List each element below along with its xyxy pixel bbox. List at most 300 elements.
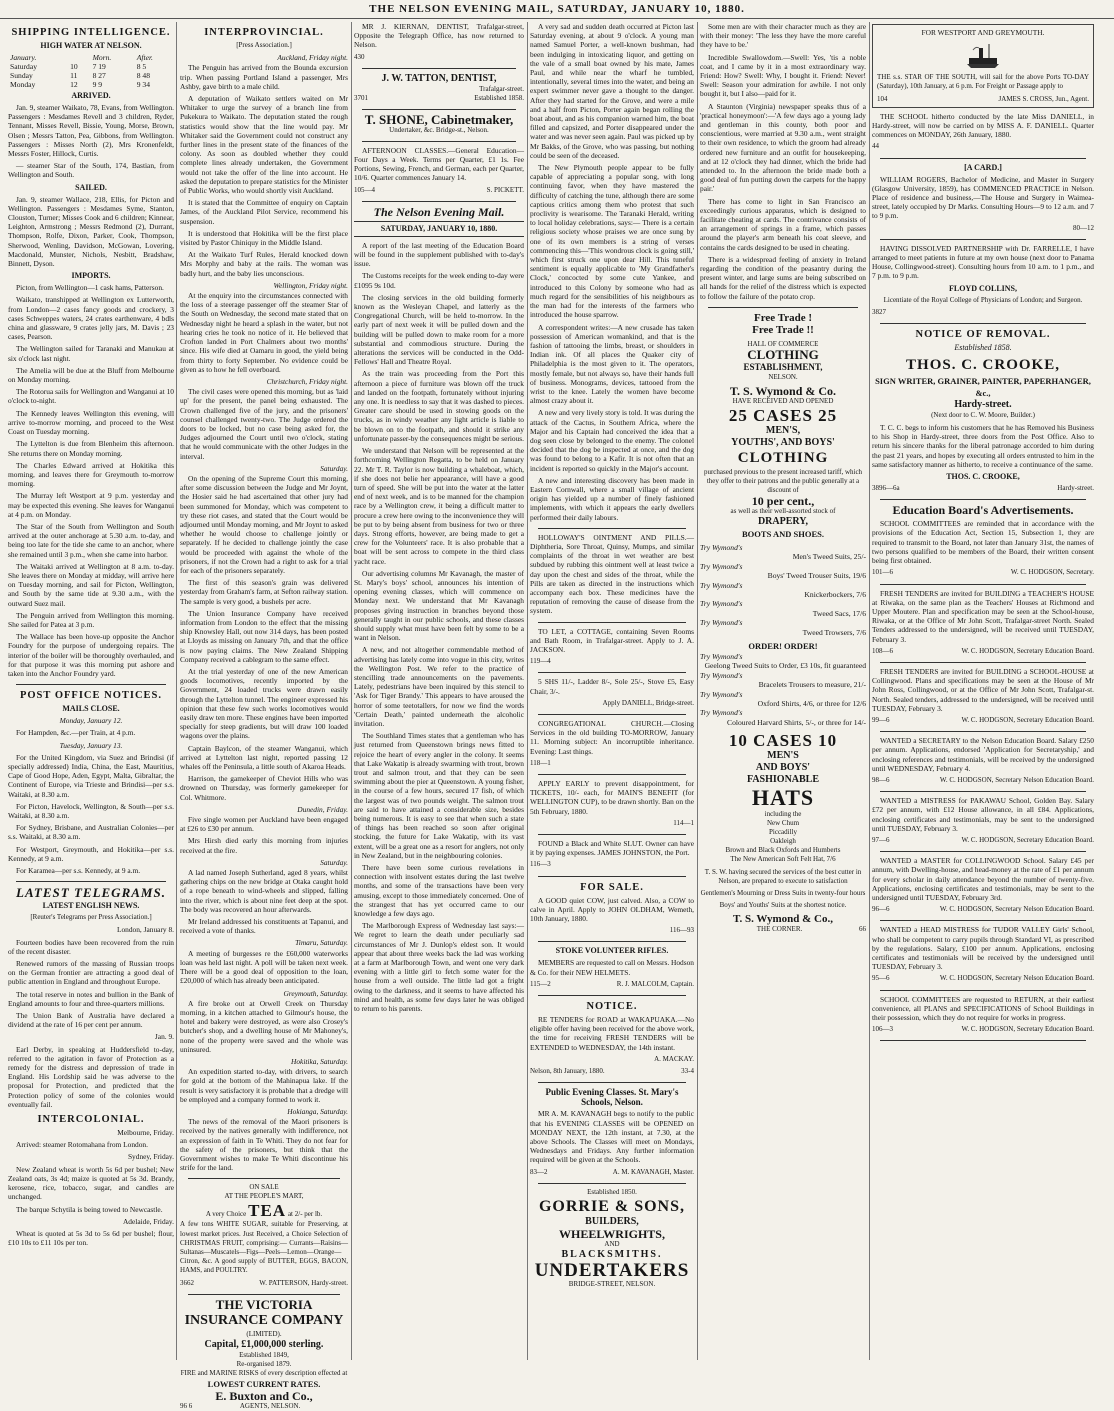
interprovincial-item: A fire broke out at Orwell Creek on Thursday morning, in a kitchen attached to Gilmour's house, the hotel and bakery were destroyed, as were also Crosey's butcher's shop, and a dwelling house of Mr Mahoney's, none of the property were saved and the whole was uninsured. bbox=[180, 998, 348, 1054]
tide-cell: 12 bbox=[70, 80, 78, 89]
gorrie-blacksmiths: BLACKSMITHS. bbox=[561, 1248, 663, 1260]
wymond-mens-2: MEN'S bbox=[767, 750, 799, 762]
interprovincial-item: The Union Insurance Company have received information from London to the effect that the missing ship Knowsley Hall, out now 314 days, has been posted at Lloyds as missing on January 7th, and that the office is now paying claims. The New Zealand Shipping Company received a cablegram to the same effect. bbox=[180, 608, 348, 664]
imports-heading: IMPORTS. bbox=[71, 271, 111, 281]
interprovincial-dateline: Saturday. bbox=[320, 857, 348, 867]
tide-heading: HIGH WATER AT NELSON. bbox=[40, 41, 142, 50]
board-notice-code: 106—3 bbox=[872, 1025, 893, 1034]
gorrie-wheelwrights: WHEELWRIGHTS, bbox=[559, 1226, 665, 1241]
product-desc: Oxford Shirts, 4/6, or three for 12/6 bbox=[757, 698, 866, 708]
post-item: For Hampden, &c.—per Train, at 4 p.m. bbox=[16, 728, 136, 738]
sailed-heading: SAILED. bbox=[75, 182, 107, 192]
board-notice-footer bbox=[872, 974, 1094, 983]
interprovincial-item: A lad named Joseph Sutherland, aged 8 years, whilst gathering chips on the new bridge at Otaka caught hold of a rope beneath to wind-wheels and slipped, falling into the river, which is about nine feet deep at the spot. The body was recovered an hour afterwards. bbox=[180, 868, 348, 914]
to-let-advert: TO LET, a COTTAGE, containing Seven Rooms and Bath Room, in Trafalgar-street. Apply to J. A. JACKSON. bbox=[530, 626, 694, 654]
product-desc: Men's Tweed Suits, 25/- bbox=[792, 552, 866, 562]
product-name: Try Wymond's bbox=[700, 599, 743, 609]
hat-style: Brown and Black Oxfords and Humberts bbox=[725, 846, 841, 855]
school-advert: THE SCHOOL hitherto conducted by the late Miss DANIELL, in Hardy-street, will now be carried on by MISS A. F. DANIELL. Quarter commences on MONDAY, 26th January, 1880. bbox=[872, 111, 1094, 140]
divider bbox=[880, 851, 1086, 852]
evening-classes-code: 83—2 bbox=[530, 1167, 548, 1176]
wymond-town: NELSON. bbox=[768, 372, 798, 381]
shone-name: T. SHONE, Cabinetmaker, bbox=[364, 111, 514, 127]
clothing-establishment: ESTABLISHMENT, bbox=[743, 361, 823, 372]
board-notice-signature: W. C. HODGSON, Secretary Nelson Education Board. bbox=[939, 905, 1094, 914]
tide-cell: 8 5 bbox=[136, 62, 147, 71]
classes-signature: S. PICKETT. bbox=[486, 185, 524, 194]
product-name: Try Wymond's bbox=[700, 670, 743, 680]
column-rule bbox=[351, 22, 352, 1360]
tide-cell: 7 19 bbox=[92, 62, 106, 71]
post-item: For Karamea—per s.s. Kennedy, at 9 a.m. bbox=[16, 866, 141, 876]
victoria-capital: Capital, £1,000,000 sterling. bbox=[204, 1338, 324, 1350]
divider bbox=[880, 323, 1086, 324]
arrived-text-2: — steamer Star of the South, 174, Bastian, from Wellington and South. bbox=[8, 161, 174, 180]
shipping-heading: SHIPPING INTELLIGENCE. bbox=[11, 27, 171, 38]
tide-cell: Monday bbox=[10, 80, 36, 89]
interprovincial-heading: INTERPROVINCIAL. bbox=[204, 27, 324, 38]
column-rule bbox=[176, 22, 177, 1360]
interprovincial-item: A meeting of burgesses re the £60,000 waterworks loan was held last night. A poll will be taken next week. There will be a good deal of opposition to the loan, £20,000 of which has already been anticipated. bbox=[180, 948, 348, 986]
imports-text: Picton, from Wellington—1 cask hams, Patterson. bbox=[16, 283, 164, 293]
tide-row bbox=[8, 80, 174, 89]
interprovincial-item: It is understood that Hokitika will be the first place visited by Pastor Chiniquy in the Middle Island. bbox=[180, 228, 348, 248]
divider bbox=[880, 920, 1086, 921]
intercolonial-text-4: Wheat is quoted at 5s 3d to 5s 6d per bushel; flour, £10 10s to £11 10s per ton. bbox=[8, 1228, 174, 1248]
wymond-have-received: HAVE RECEIVED AND OPENED bbox=[732, 396, 834, 405]
board-notice-footer bbox=[872, 647, 1094, 656]
editorial-paragraph: A new, and not altogether commendable method of advertising has lately come into vogue in this city, writes the Wellington Post. We refer to the practice of stencilling trade announcements on the pavements. Lately, pedestrians have been inquired by this stencil to 'Ask for Tiger Brandy.' This appears to have aroused the horror of some teetotallers, for now we find the words 'Certain Death,' painted underneath the alcoholic invitation. bbox=[354, 645, 524, 728]
shipping-note: The Penguin arrived from Wellington this morning. She sailed for Patea at 3 p.m. bbox=[8, 610, 174, 629]
editorial-paragraphs bbox=[354, 241, 524, 1013]
board-notice: WANTED a HEAD MISTRESS for TUDOR VALLEY Girls' School, who shall be competent to carry pupils through Standard VI, as prescribed by the regulations. Salary, £100 per annum. Applications, enclosing certificates and testimonials will be received by the undersigned until TUESDAY, February 3. bbox=[872, 925, 1094, 972]
post-item: For the United Kingdom, via Suez and Brindisi (if specially addressed) India, China, the East, Mauritius, Cape of Good Hope, Aden, Egypt, Malta, Gibraltar, the Continent of Europe, via Trieste and Brindisi—per s.s. Waitaki, at 8.30 a.m. bbox=[8, 752, 174, 799]
for-sale-code: 116—93 bbox=[669, 926, 694, 935]
board-notice-signature: W. C. HODGSON, Secretary Education Board. bbox=[961, 715, 1094, 724]
telegram-dateline: London, January 8. bbox=[116, 925, 174, 935]
column-news-adverts bbox=[530, 22, 694, 1360]
interprovincial-item: At the trial yesterday of one of the new American goods locomotives, recently imported by the Government, 24 loaded trucks were drawn easily through the Lyttelton tunnel. The engineer expressed his opinion that these few such works locomotives would easily draw ten more. These engines have been imported specially for steep gradients, but will draw 100 loaded wagons over the plains. bbox=[180, 667, 348, 741]
board-notice: WANTED a MISTRESS for PAKAWAU School, Golden Bay. Salary £72 per annum, with £12 House allowance, in all £84. Applications, enclosing certificates and testimonials, may be sent to the undersigned until TUESDAY, February 3. bbox=[872, 796, 1094, 833]
shipping-notes bbox=[8, 344, 174, 678]
shipping-note: The Murray left Westport at 9 p.m. yesterday and may be expected this evening. She leaves for Wanganui at 4 p.m. on Monday. bbox=[8, 491, 174, 519]
post-items bbox=[8, 716, 174, 875]
free-trade-1: Free Trade ! bbox=[753, 311, 813, 324]
wymond-youths: YOUTHS', AND BOYS' bbox=[731, 436, 835, 448]
board-notice: FRESH TENDERS are invited for BUILDING a SCHOOL-HOUSE at Collingwood. Plans and specifications may be seen at the House of Mr John Ross, Collingwood, or at the Office of Mr John Scott, Trafalgar-st. North. Sealed tenders, addressed to the undersigned, will be received until TUESDAY, February 3. bbox=[872, 666, 1094, 713]
notice-text: RE TENDERS for ROAD at WAKAPUAKA.—No eligible offer having been received for the above work, the time for receiving FRESH TENDERS will be EXTENDED to WEDNESDAY, the 14th instant. bbox=[530, 1015, 694, 1052]
victoria-fire: FIRE and MARINE RISKS of every description effected at bbox=[180, 1368, 348, 1377]
editorial-paragraph: As the train was proceeding from the Port this afternoon a piece of furniture was blown off the truck and landed on the footpath, fortunately without injuring any one. It is needless to say that it was dashed to pieces. Greater care should be used in stowing goods on the trucks, as in windy weather any light article is liable to be blown on to the footpath, and should it strike any unfortunate passer-by the consequences might be serious. bbox=[354, 369, 524, 443]
interprovincial-item: A deputation of Waikato settlers waited on Mr Whitaker to urge the survey of a branch line from Pukekura to Waikato. The deputation stated the rough statistics would show that the line would pay. Mr Whitaker said the Government could not construct any further lines in the present state of the finances of the colony. As soon as doubled whether they could complete lines already undertaken, the Government would not take the offer of the line into account. He asked the deputation to prepare statistics for the Minister of Public Works, who would shortly visit Auckland. bbox=[180, 94, 348, 196]
tide-cell: 9 9 bbox=[92, 80, 103, 89]
shipping-note: The Kennedy leaves Wellington this evening, will arrive to-morrow morning, and proceed to the West Coast on Tuesday morning. bbox=[8, 408, 174, 437]
post-item: For Sydney, Brisbane, and Australian Colonies—per s.s. Waitaki, at 8.30 a.m. bbox=[8, 823, 174, 842]
product-desc: Bracelets Trousers to measure, 21/- bbox=[758, 680, 866, 690]
interprovincial-item: Mrs Hirsh died early this morning from injuries received at the fire. bbox=[180, 836, 348, 855]
product-name: Try Wymond's bbox=[700, 689, 743, 699]
stoke-signature: R. J. MALCOLM, Captain. bbox=[616, 979, 694, 988]
news-paragraph: A very sad and sudden death occurred at Picton last Saturday evening, at about 9 o'clock. A young man named Samuel Porter, a well-known bushman, had been indulging in intoxicating liquor, and getting on the vale of a small boat owned by his mate, James Paul, and while near the wharf he tumbled, intentionally, several times into the water, and being an expert swimmer never gave a thought to the danger. After they had started for the Grove, and were a mile and a half from Picton, Porter again began rolling the boat about, and as his companion warned him, the boat filled and capsized, and Porter disappeared under the water and was never seen again. Paul was picked up by Mr Bakks, of the Grove, who was passing, but nothing could be seen of the deceased. bbox=[530, 22, 694, 160]
gorrie-builders: BUILDERS, bbox=[585, 1215, 639, 1227]
miscellany-paragraph: Incredible Swallowdom.—Swell: Yes, 'tis a noble coat, and I came by it in a most extraordinary way. Friend: How? Swell: Why, I bought it. Friend: Never! Swell: Season your admiration for awhile. I not only bought it, but I also—paid for it. bbox=[700, 52, 866, 99]
board-notice: WANTED a MASTER for COLLINGWOOD School. Salary £45 per annum, with Dwelling-house, and head-money at the rate of £1 per annum for every scholar in daily attendance beyond the number of twenty-five. Applications, enclosing certificates and testimonials, may be sent to the undersigned until TUESDAY, February 3rd. bbox=[872, 856, 1094, 902]
product-item bbox=[700, 618, 866, 637]
board-notice: FRESH TENDERS are invited for BUILDING a TEACHER'S HOUSE at Riwaka, on the same plan as the Teachers' Houses at Richmond and Upper Moutere. Plan and specification may be seen at the School-house, Riwaka, or at the Office of Mr John Scott, Trafalgar-street North. Sealed Tenders addressed to the undersigned, will be received until TUESDAY, February 3. bbox=[872, 588, 1094, 644]
column-rule bbox=[869, 22, 870, 1360]
free-trade-2: Free Trade !! bbox=[752, 323, 814, 336]
telegram-item: The total reserve in notes and bullion in the Bank of England amounts to four and three-quarters millions. bbox=[8, 989, 174, 1008]
divider bbox=[188, 1294, 340, 1295]
product-desc: Tweed Trowsers, 7/6 bbox=[802, 627, 866, 637]
english-news-heading: LATEST ENGLISH NEWS. bbox=[42, 901, 140, 911]
tide-cell: 8 48 bbox=[136, 71, 151, 80]
kiernan-code: 430 bbox=[354, 52, 365, 61]
product-item bbox=[700, 562, 866, 581]
interprovincial-item: At the Waikato Turf Rules, Herald knocked down Mrs Morphy and baby at the rails. The woman was badly hurt, and the baby lies unconscious. bbox=[180, 250, 348, 278]
board-notice-code: 95—6 bbox=[872, 974, 890, 983]
evening-classes-heading: Public Evening Classes. St. Mary's Schools, Nelson. bbox=[545, 1087, 679, 1108]
board-notice-code: 99—6 bbox=[872, 715, 890, 724]
westport-text: THE s.s. STAR OF THE SOUTH, will sail for the above Ports TO-DAY (Saturday), 10th January, at 6 p.m. For Freight or Passage apply to bbox=[877, 73, 1089, 91]
wymond-and-boys: AND BOYS' bbox=[755, 762, 811, 774]
interprovincial-dateline: Saturday. bbox=[320, 463, 348, 473]
miscellany-paragraph: There is a widespread feeling of anxiety in Ireland regarding the condition of the peasantry during the present winter, and large sums are being subscribed on all hands for the relief of the distress which is expected to follow the failure of the potato crop. bbox=[700, 254, 866, 301]
interprovincial-item: Mr Ireland addressed his constituents at Tapanui, and received a vote of thanks. bbox=[180, 917, 348, 936]
wymond-products bbox=[700, 543, 866, 637]
collins-credentials: Licentiate of the Royal College of Physicians of London; and Surgeon. bbox=[883, 295, 1083, 304]
westport-signature: JAMES S. CROSS, Jun., Agent. bbox=[998, 94, 1089, 103]
hat-style: Piccadilly bbox=[769, 828, 797, 837]
tide-col-header: After. bbox=[136, 53, 153, 62]
westport-code: 104 bbox=[877, 94, 888, 103]
tatton-established: Established 1858. bbox=[474, 93, 524, 102]
gorrie-and: AND bbox=[604, 1239, 620, 1248]
shipping-note: The Rotorua sails for Wellington and Wanganui at 10 o'clock to-night. bbox=[8, 387, 174, 406]
divider bbox=[538, 1183, 686, 1184]
tide-row bbox=[8, 71, 174, 80]
interprovincial-item: The news of the removal of the Maori prisoners is received by the natives generally with indifference, not an expression of faith in Te Whiti. They do not fear for the safety of the prisoners, but think that the Government wishes to make Te Whiti discontinue his strife for the land. bbox=[180, 1117, 348, 1173]
interprovincial-dateline: Greymouth, Saturday. bbox=[283, 988, 348, 998]
interprovincial-dateline: Timaru, Saturday. bbox=[295, 938, 348, 948]
product-desc: Tweed Sacs, 17/6 bbox=[812, 608, 866, 618]
product-name: Try Wymond's bbox=[700, 708, 743, 718]
divider bbox=[880, 1040, 1086, 1041]
column-shipping bbox=[8, 22, 174, 1360]
column-interprovincial bbox=[180, 22, 348, 1410]
removal-established: Established 1858. bbox=[954, 343, 1012, 353]
stoke-code: 115—2 bbox=[530, 979, 551, 988]
wymond-firm: T. S. Wymond & Co. bbox=[729, 383, 837, 398]
board-notice: SCHOOL COMMITTEES are requested to RETURN, at their earliest convenience, all PLANS and SPECIFICATIONS of School Buildings in their possession, which they do not require for works in progress. bbox=[872, 994, 1094, 1023]
education-board-items bbox=[872, 519, 1094, 1041]
notice-date: Nelson, 8th January, 1880. bbox=[530, 1067, 605, 1076]
board-notice: WANTED a SECRETARY to the Nelson Education Board. Salary £250 per annum. Applications, endorsed 'Application for Secretaryship,' and enclosing references and testimonials, will be received by the undersigned until WEDNESDAY, February 4. bbox=[872, 736, 1094, 773]
board-notice-code: 97—6 bbox=[872, 835, 890, 844]
board-notice-footer bbox=[872, 905, 1094, 914]
tea-head-2: AT THE PEOPLE'S MART, bbox=[224, 1192, 304, 1201]
board-notice-signature: W. C. HODGSON, Secretary Education Board. bbox=[961, 646, 1094, 655]
tea-head-3: A very Choice bbox=[205, 1210, 247, 1219]
shone-address: Undertaker, &c. Bridge-st., Nelson. bbox=[389, 125, 489, 134]
board-notice-signature: W. C. HODGSON, Secretary Nelson Education Board. bbox=[939, 974, 1094, 983]
tea-advert bbox=[180, 1183, 348, 1287]
board-notice-footer bbox=[872, 568, 1094, 577]
divider bbox=[880, 791, 1086, 792]
mails-close-heading: MAILS CLOSE. bbox=[62, 704, 120, 714]
column-rule bbox=[697, 22, 698, 1360]
victoria-agent: E. Buxton and Co., bbox=[215, 1388, 313, 1403]
wymond-firm-2: T. S. Wymond & Co., bbox=[732, 913, 834, 926]
gorrie-name: GORRIE & SONS, bbox=[538, 1197, 686, 1215]
product-desc: Boys' Tweed Trouser Suits, 19/6 bbox=[767, 571, 866, 581]
product-item bbox=[700, 690, 866, 709]
rogers-advert: WILLIAM ROGERS, Bachelor of Medicine, and Master in Surgery (Glasgow University, 1859), has COMMENCED PRACTICE in Nelson. Place of residence and business,—The House and Surgery in Waimea-street, lately occupied by Dr Marks. Consulting Hours—9 to 12 a.m. and 7 to 9 p.m. bbox=[872, 174, 1094, 221]
tea-head-4: at 2/- per lb. bbox=[287, 1210, 323, 1219]
news-paragraph: A new and interesting discovery has been made in Eastern Cornwall, where a small village of ancient origin has yielded up a number of finely fashioned implements, with which it appears the early dwellers performed their daily labours. bbox=[530, 475, 694, 522]
victoria-insurance-advert bbox=[180, 1296, 348, 1411]
tatton-advert bbox=[354, 73, 524, 103]
school-code: 44 bbox=[872, 142, 879, 151]
divider bbox=[880, 584, 1086, 585]
steamship-icon bbox=[965, 40, 1001, 70]
tea-head-1: ON SALE bbox=[249, 1183, 279, 1192]
telegram-item: Fourteen bodies have been recovered from the ruin of the recent disaster. bbox=[8, 937, 174, 956]
crooke-trades: SIGN WRITER, GRAINER, PAINTER, PAPERHANGER, &c., bbox=[875, 376, 1091, 399]
tide-cell: Saturday bbox=[10, 62, 37, 71]
tide-cell: Sunday bbox=[10, 71, 33, 80]
divider bbox=[538, 672, 686, 673]
product-name: Try Wymond's bbox=[700, 580, 743, 590]
shipping-note: The Lyttelton is due from Blenheim this afternoon. She returns there on Monday morning. bbox=[8, 439, 174, 458]
education-board-heading: Education Board's Advertisements. bbox=[892, 503, 1074, 518]
tide-header-row bbox=[8, 53, 174, 62]
interprovincial-item: Captain Baylcon, of the steamer Wanganui, which arrived at Lyttelton last night, reported passing 12 whales off the Peninsula, a little south of Akaroa Heads. bbox=[180, 743, 348, 772]
hat-style: Oakleigh bbox=[770, 837, 796, 846]
crooke-street: Hardy-street. bbox=[954, 399, 1012, 411]
board-notice-signature: W. C. HODGSON, Secretary Nelson Education Board. bbox=[939, 775, 1094, 784]
notice-heading: NOTICE. bbox=[586, 1001, 638, 1013]
divider bbox=[362, 141, 516, 142]
telegram-items bbox=[8, 938, 174, 1030]
sale-items-contact: Apply DANIELL, Bridge-street. bbox=[602, 698, 694, 707]
westport-advert bbox=[872, 24, 1094, 108]
gorrie-undertakers: UNDERTAKERS bbox=[534, 1259, 690, 1281]
wymond-mens: MEN'S, bbox=[765, 424, 801, 436]
wymond-gents: Gentlemen's Mourning or Dress Suits in twenty-four hours bbox=[700, 889, 866, 898]
notice-code: 33-4 bbox=[681, 1067, 694, 1076]
crooke-advert bbox=[872, 356, 1094, 420]
victoria-rates: LOWEST CURRENT RATES. bbox=[207, 1378, 321, 1389]
board-notice: SCHOOL COMMITTEES are reminded that in accordance with the provisions of the Education Act, Section 15, Subsection 1, they are required to transmit to the Board, not later than January 31st, the names of two persons qualified to be members of the Board, their written consent being first obtained. bbox=[872, 519, 1094, 566]
product-name: Try Wymond's bbox=[700, 542, 743, 552]
stoke-text: MEMBERS are requested to call on Messrs. Hodson & Co. for their NEW HELMETS. bbox=[530, 958, 695, 977]
product-item bbox=[700, 652, 866, 671]
board-notice-code: 96—6 bbox=[872, 905, 890, 914]
paper-date: SATURDAY, JANUARY 10, 1880. bbox=[380, 223, 498, 233]
board-notice-code: 101—6 bbox=[872, 568, 893, 577]
editorial-paragraph: The Customs receipts for the week ending to-day were £1095 9s 10d. bbox=[354, 271, 524, 290]
miscellany-paragraphs bbox=[700, 22, 866, 301]
board-notice-signature: W. C. HODGSON, Secretary Education Board. bbox=[961, 1025, 1094, 1034]
divider bbox=[538, 528, 686, 529]
wymond-cases: 25 CASES 25 bbox=[728, 405, 838, 425]
intercolonial-text-3: The barque Schytila is being towed to Newcastle. bbox=[16, 1204, 163, 1214]
product-name: Try Wymond's bbox=[700, 618, 743, 628]
interprovincial-item: The first of this season's grain was delivered yesterday from Graham's farm, at Sefton railway station. The sample is very good, a bushels per acre. bbox=[180, 578, 348, 606]
interprovincial-dateline: Wellington, Friday night. bbox=[273, 280, 348, 290]
wymond-clothing: CLOTHING bbox=[737, 449, 829, 466]
divider bbox=[880, 158, 1086, 159]
product-name: Try Wymond's bbox=[700, 651, 743, 661]
post-item: Monday, January 12. bbox=[59, 716, 123, 726]
board-notice-signature: W. C. HODGSON, Secretary. bbox=[1010, 568, 1094, 577]
victoria-line-1: THE VICTORIA bbox=[215, 1296, 313, 1312]
shone-advert bbox=[354, 111, 524, 135]
miscellany-paragraph: Some men are with their character much as they are with their money: 'The less they have the more careful they have to be.' bbox=[700, 22, 866, 50]
wymond-youths-suits: Boys' and Youths' Suits at the shortest notice. bbox=[719, 901, 847, 910]
shipping-note: The Waitaki arrived at Wellington at 8 a.m. to-day. She leaves there on Monday at midday, will arrive here on Tuesday morning, and sail for Picton, Wellington, and South by the same tide at 9.30 a.m., with the outward Suez mail. bbox=[8, 561, 174, 608]
shipping-note: The Star of the South from Wellington and South arrived at the outer anchorage at 5.30 a.m. to-day, and being too late for the tide she came to an anchor, where she remained until 3 p.m., when she came into harbor. bbox=[8, 521, 174, 559]
board-notice-code: 98—6 bbox=[872, 775, 890, 784]
tickets-advert: APPLY EARLY to prevent disappointment, for TICKETS, 10/- each, for MAIN'S BENEFIT (for WELLINGTON CUP), to be drawn shortly. Ban on the 5th February, 1880. bbox=[530, 779, 694, 816]
product-item bbox=[700, 543, 866, 562]
divider bbox=[880, 731, 1086, 732]
wymond-also: as well as their well-assorted stock of bbox=[730, 506, 836, 515]
crooke-next-door: (Next door to C. W. Moore, Builder.) bbox=[931, 411, 1035, 420]
interprovincial-dateline: Hokianga, Saturday. bbox=[287, 1106, 348, 1116]
shipping-note: The Wallace has been hove-up opposite the Anchor Foundry for the purpose of undergoing repairs. The interior of the boiler will be thoroughly overhauled, and for that purpose it was this morning put ashore and taken into the Anchor Foundry yard. bbox=[8, 632, 174, 678]
evening-classes-signature: A. M. KAVANAGH, Master. bbox=[612, 1167, 694, 1176]
divider bbox=[880, 990, 1086, 991]
interprovincial-item: At the enquiry into the circumstances connected with the loss of a steerage passenger off the steamer Star of the South on Wednesday, the second mate stated that on Wednesday night he heard a splash in the water, but not hearing cries he took no notice of it. He believed that Crofton landed in Port Chalmers about two months' since. His wife died at Oamaru in good, the yield being from thirty to forty September. No evidence could be given as to how he fell overboard. bbox=[180, 291, 348, 374]
crooke-text: T. C. C. begs to inform his customers that he has Removed his Business to his Shop in Hardy-street, three doors from the Post Office. Also to return his sincere thanks for the liberal patronage accorded to him during the past 21 years, and hopes by executing all orders entrusted to him in the same satisfactory manner as hitherto, to receive a continuance of the same. bbox=[872, 423, 1094, 469]
sale-items-advert: 5 SHS 11/-, Ladder 8/-, Sole 25/-, Stove £5, Easy Chair, 3/-. bbox=[530, 677, 694, 696]
masthead: THE NELSON EVENING MAIL, SATURDAY, JANUARY 10, 1880. bbox=[0, 0, 1114, 19]
tide-cell: 8 27 bbox=[92, 71, 106, 80]
wymond-including: including the bbox=[764, 810, 802, 819]
tide-cell: 10 bbox=[70, 62, 78, 71]
editorial-paragraph: The Marlborough Express of Wednesday last says:—We regret to learn the death under peculiarly sad circumstances of Mr J. Dunlop's eldest son. It would appear that about three weeks back the lad was working at a farm at Marlborough Town, and went one very dark evening with a little girl to fetch some water for the house from a well outside. The little lad got a fright owing to the darkness, and it seems to have affected his mind and health, as some few days later he was obliged to return to his parents. bbox=[354, 921, 524, 1014]
crooke-signature: THOS. C. CROOKE, bbox=[946, 472, 1020, 482]
board-notice-footer bbox=[872, 1025, 1094, 1034]
tide-table bbox=[8, 53, 174, 89]
victoria-reorganised: Re-organised 1879. bbox=[236, 1359, 292, 1368]
board-notice-code: 108—6 bbox=[872, 646, 893, 655]
board-notice-footer bbox=[872, 836, 1094, 845]
classes-advert: AFTERNOON CLASSES.—General Education—Four Days a Week. Terms per Quarter, £1 1s. Fee Portions, Sewing, French, and German, each per Quarter, 10/6. Quarter commences January 14. bbox=[354, 145, 524, 183]
interprovincial-item: An expedition started to-day, with drivers, to search for gold at the bottom of the Mahinapua lake. If the result is very satisfactory it is probable that a dredge will be employed and a company formed to work it. bbox=[180, 1067, 348, 1104]
telegram-item: The Union Bank of Australia have declared a dividend at the rate of 16 per cent per annum. bbox=[8, 1011, 174, 1030]
product-item bbox=[700, 581, 866, 600]
wymond-code: 66 bbox=[859, 925, 866, 934]
divider bbox=[16, 684, 166, 685]
victoria-line-3: (LIMITED). bbox=[246, 1329, 282, 1338]
interprovincial-dateline: Christchurch, Friday night. bbox=[266, 376, 348, 386]
post-office-heading: POST OFFICE NOTICES. bbox=[19, 690, 163, 702]
crooke-name: THOS. C. CROOKE, bbox=[906, 357, 1060, 374]
tide-col-header: January. bbox=[10, 53, 37, 62]
wymond-corner: THE CORNER. bbox=[756, 925, 803, 934]
editorial-paragraph: We understand that Nelson will be represented at the forthcoming Wellington Regatta, to be held on January 22. Mr T. R. Taylor is now building a whaleboat, which, if she does not belie her appearance, will have a good turn of speed. She will be put into the water at the latter end of next week, and is to be manned for the champion race by a Wellington crew, it being a difficult matter to procure a crew here owing to the inconvenience they will be put to by being absent from business for two or three days. Strong efforts, however, are being made to get a crew for the Volunteers' race. It is also probable that a boat will be sent across to compete in the third class yacht race. bbox=[354, 446, 524, 566]
telegram-dateline-2: Jan. 9. bbox=[154, 1032, 174, 1042]
intercolonial-dateline-3: Adelaide, Friday. bbox=[122, 1216, 174, 1226]
interprovincial-items bbox=[180, 53, 348, 1172]
evening-classes-text: MR A. M. KAVANAGH begs to notify to the public that his EVENING CLASSES will be OPENED on MONDAY NEXT, the 12th instant, at 7.30, at the above Schools. The Classes will meet on Mondays, Wednesdays and Fridays. Any further information required will be given at the Schools. bbox=[530, 1109, 694, 1165]
tea-code: 3662 bbox=[180, 1278, 194, 1287]
for-sale-heading: FOR SALE. bbox=[580, 881, 644, 893]
tide-row bbox=[8, 62, 174, 71]
holloway-advert: HOLLOWAY'S OINTMENT AND PILLS.—Diphtheria, Sore Throat, Quinsy, Mumps, and similar complaints of the throat in wet weather are best subdued by rubbing this ointment well at least twice a day upon the chest and sides of the throat, while the Pills are taken as directed in the instructions which accompany each box. These medicines have the reputation of removing the cause of disease from the system. bbox=[530, 532, 694, 616]
classes-code: 105—4 bbox=[354, 185, 375, 194]
wymond-purchased: purchased previous to the present increased tariff, which they offer to their patrons and the public generally at a discount of bbox=[703, 467, 863, 494]
wymond-percent: 10 per cent., bbox=[751, 493, 815, 508]
victoria-established: Established 1849, bbox=[239, 1350, 289, 1359]
divider bbox=[538, 876, 686, 877]
divider bbox=[538, 1082, 686, 1083]
product-item bbox=[700, 599, 866, 618]
telegram-credit: [Reuter's Telegrams per Press Association.] bbox=[30, 913, 152, 922]
farrelle-advert: HAVING DISSOLVED PARTNERSHIP with Dr. FARRELLE, I have arranged to meet patients in future at my own house (next door to Panama House, Collingwood-street). Consulting hours from 10 a.m. to 1 p.m., and 7 p.m. to 9 p.m. bbox=[872, 243, 1094, 281]
divider bbox=[538, 834, 686, 835]
column-rule bbox=[527, 22, 528, 1360]
board-notice-footer bbox=[872, 716, 1094, 725]
editorial-paragraph: Our advertising columns Mr Kavanagh, the master of St. Mary's boys' school, announces his intention of opening evening classes, which will commence on Monday next. We understand that Mr Kavanagh proposes giving instruction in branches beyond those generally taught in our public schools, and these classes should supply what must have been felt by some to be a want in Nelson. bbox=[354, 568, 524, 643]
divider bbox=[538, 714, 686, 715]
product-desc: Geelong Tweed Suits to Order, £3 10s, fit guaranteed bbox=[704, 661, 866, 671]
card-label: [A CARD.] bbox=[964, 162, 1002, 172]
product-name: Try Wymond's bbox=[700, 561, 743, 571]
hat-style: New Chum bbox=[766, 819, 800, 828]
tickets-code: 114—1 bbox=[673, 818, 694, 827]
editorial-paragraph: The Southland Times states that a gentleman who has just returned from Queenstown brings news fitted to rejoice the heart of every angler in the colony. It seems that Lake Wakatip is already swarming with trout, brown trout and salmon trout, and that they can be seen swimming about the pier at Queenstown. A young fisher, in the course of a few hours, secured 17 fish, of which the largest was of two pounds weight. The salmon trout are said to have attained a considerable size, besides being numerous. It is easy to see that when such a state of things has been reached so soon after original stocking, the future for Lake Wakatip, with its vast extent, will be a great one as a resort for anglers, not only in New Zealand, but in the neighbouring colonies. bbox=[354, 731, 524, 860]
to-let-code: 119—4 bbox=[530, 657, 551, 666]
interprovincial-dateline: Dunedin, Friday. bbox=[297, 804, 348, 814]
column-editorial bbox=[354, 22, 524, 1360]
post-item: Tuesday, January 13. bbox=[59, 740, 123, 750]
collins-name: FLOYD COLLINS, bbox=[948, 283, 1017, 293]
tatton-name: J. W. TATTON, DENTIST, bbox=[381, 72, 497, 84]
wymond-advert bbox=[700, 312, 866, 934]
interprovincial-item: Harrison, the gamekeeper of Cheviot Hills who was drowned on Thursday, was formerly gamekeeper for Col. Whitmore. bbox=[180, 774, 348, 802]
interprovincial-item: Five single women per Auckland have been engaged at £26 to £30 per annum. bbox=[180, 815, 348, 834]
intercolonial-text: Arrived: steamer Rotomahana from London. bbox=[16, 1140, 148, 1150]
divider bbox=[538, 622, 686, 623]
paper-title: The Nelson Evening Mail. bbox=[373, 204, 505, 219]
clothing-title: CLOTHING bbox=[747, 346, 819, 362]
wymond-boots: BOOTS AND SHOES. bbox=[742, 528, 824, 539]
victoria-agent-2: AGENTS, NELSON. bbox=[239, 1401, 301, 1410]
removal-heading: NOTICE OF REMOVAL. bbox=[915, 329, 1051, 341]
wymond-hats: HATS bbox=[751, 785, 815, 811]
interprovincial-item: The Penguin has arrived from the Bounda excursion trip. When passing Portland Island a passenger, Mrs Ashby, gave birth to a male child. bbox=[180, 63, 348, 91]
wymond-having: T. S. W. having secured the services of the best cutter in Nelson, are prepared to execute to satisfaction bbox=[704, 868, 862, 886]
tea-big: TEA bbox=[248, 1201, 287, 1221]
for-sale-text: A GOOD quiet COW, just calved. Also, a COW to calve in April. Apply to JOHN OLDHAM, Wemeth, 10th January, 1880. bbox=[530, 895, 694, 924]
notice-signature: A. MACKAY. bbox=[654, 1054, 694, 1063]
miscellany-paragraph: There has come to light in San Francisco an exceedingly curious apparatus, which is designed to facilitate cheating at cards. The contrivance consists of an arrangement of springs in a frame, which passes around the player's arm beneath his coat sleeve, and contains the cards designed to be used in cheating. bbox=[700, 196, 866, 252]
shipping-note: The Charles Edward arrived at Hokitika this morning, and leaves there for Greymouth to-morrow morning. bbox=[8, 460, 174, 489]
board-notice-signature: W. C. HODGSON, Secretary Education Board. bbox=[961, 835, 1094, 844]
telegram-text-2: Earl Derby, in speaking at Huddersfield to-day, referred to the agitation in favor of Protection as a remedy for the distress and depression of trade in England. His Lordship said he was adverse to the proposal for Protection, and predicted that the Protection policy of some of the colonies would eventually fail. bbox=[8, 1044, 174, 1109]
column-wymond bbox=[700, 22, 866, 1360]
telegram-item: Renewed rumors of the massing of Russian troops on the German frontier are attracting a good deal of public attention in England and throughout Europe. bbox=[8, 959, 174, 987]
wymond-drapery: DRAPERY, bbox=[757, 515, 809, 527]
news-paragraphs bbox=[530, 22, 694, 522]
gorrie-advert bbox=[530, 1188, 694, 1289]
tatton-address: Trafalgar-street. bbox=[479, 84, 524, 93]
arrived-text: Jan. 9, steamer Waikato, 78, Evans, from Wellington. Passengers : Mesdames Revell and 3 children, Ryder, Tennant, Misses Revell, Bissie, Young, Morse, Brown, Olsen ; Messrs Tatton, Pea, Gibbons, from Wellington. Passengers : Misses North (2), Mrs Kronenfeldt, Messrs Foster, Hillock, Curtis. bbox=[8, 103, 174, 159]
